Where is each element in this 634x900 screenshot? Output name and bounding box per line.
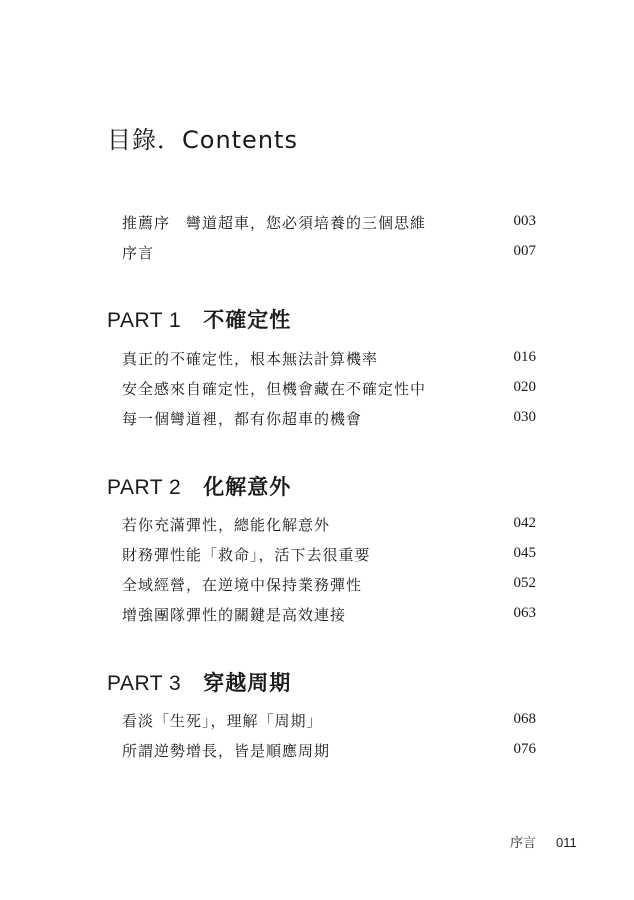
part-name: 化解意外 <box>203 475 292 499</box>
toc-entry-title: 真正的不確定性，根本無法計算機率 <box>122 350 379 368</box>
toc-entry[interactable] <box>122 242 536 264</box>
toc-entry[interactable] <box>122 514 536 536</box>
toc-entry-page: 068 <box>513 711 536 727</box>
toc-entry[interactable] <box>122 212 536 234</box>
toc-entry-page: 052 <box>513 575 536 591</box>
toc-entry-title: 全域經營，在逆境中保持業務彈性 <box>122 576 363 594</box>
toc-entry-title: 安全感來自確定性，但機會藏在不確定性中 <box>122 380 427 398</box>
toc-entry-page: 003 <box>513 213 536 229</box>
part-name: 不確定性 <box>203 308 292 332</box>
part-heading <box>107 667 291 697</box>
toc-entry-page: 030 <box>513 409 536 425</box>
page-footer <box>510 832 577 851</box>
page-title: 目錄．Contents <box>107 126 298 154</box>
part-number: PART 2 <box>107 476 182 499</box>
toc-entry-title: 所謂逆勢增長，皆是順應周期 <box>122 742 331 760</box>
part-name: 穿越周期 <box>203 671 292 695</box>
part-heading <box>107 471 291 501</box>
toc-entry[interactable] <box>122 574 536 596</box>
toc-entry-title: 財務彈性能「救命」，活下去很重要 <box>122 546 371 564</box>
toc-entry-title: 看淡「生死」，理解「周期」 <box>122 712 323 730</box>
part-number: PART 3 <box>107 672 182 695</box>
footer-page-number: 011 <box>556 835 577 850</box>
toc-entry-page: 007 <box>513 243 536 259</box>
footer-section: 序言 <box>510 836 537 851</box>
toc-entry-page: 042 <box>513 515 536 531</box>
toc-entry-title: 序言 <box>122 244 155 262</box>
toc-entry[interactable] <box>122 378 536 400</box>
toc-entry-title: 每一個彎道裡，都有你超車的機會 <box>122 410 363 428</box>
toc-entry[interactable] <box>122 604 536 626</box>
toc-entry-title: 推薦序 彎道超車，您必須培養的三個思維 <box>122 214 427 232</box>
toc-entry-page: 076 <box>513 741 536 757</box>
toc-entry[interactable] <box>122 710 536 732</box>
toc-entry[interactable] <box>122 740 536 762</box>
part-heading <box>107 304 291 334</box>
toc-entry[interactable] <box>122 544 536 566</box>
toc-entry-title: 增強團隊彈性的關鍵是高效連接 <box>122 606 347 624</box>
toc-entry-title: 若你充滿彈性，總能化解意外 <box>122 516 331 534</box>
toc-entry-page: 045 <box>513 545 536 561</box>
part-number: PART 1 <box>107 309 182 332</box>
toc-entry[interactable] <box>122 348 536 370</box>
toc-entry[interactable] <box>122 408 536 430</box>
toc-entry-page: 016 <box>513 349 536 365</box>
toc-entry-page: 063 <box>513 605 536 621</box>
toc-entry-page: 020 <box>513 379 536 395</box>
